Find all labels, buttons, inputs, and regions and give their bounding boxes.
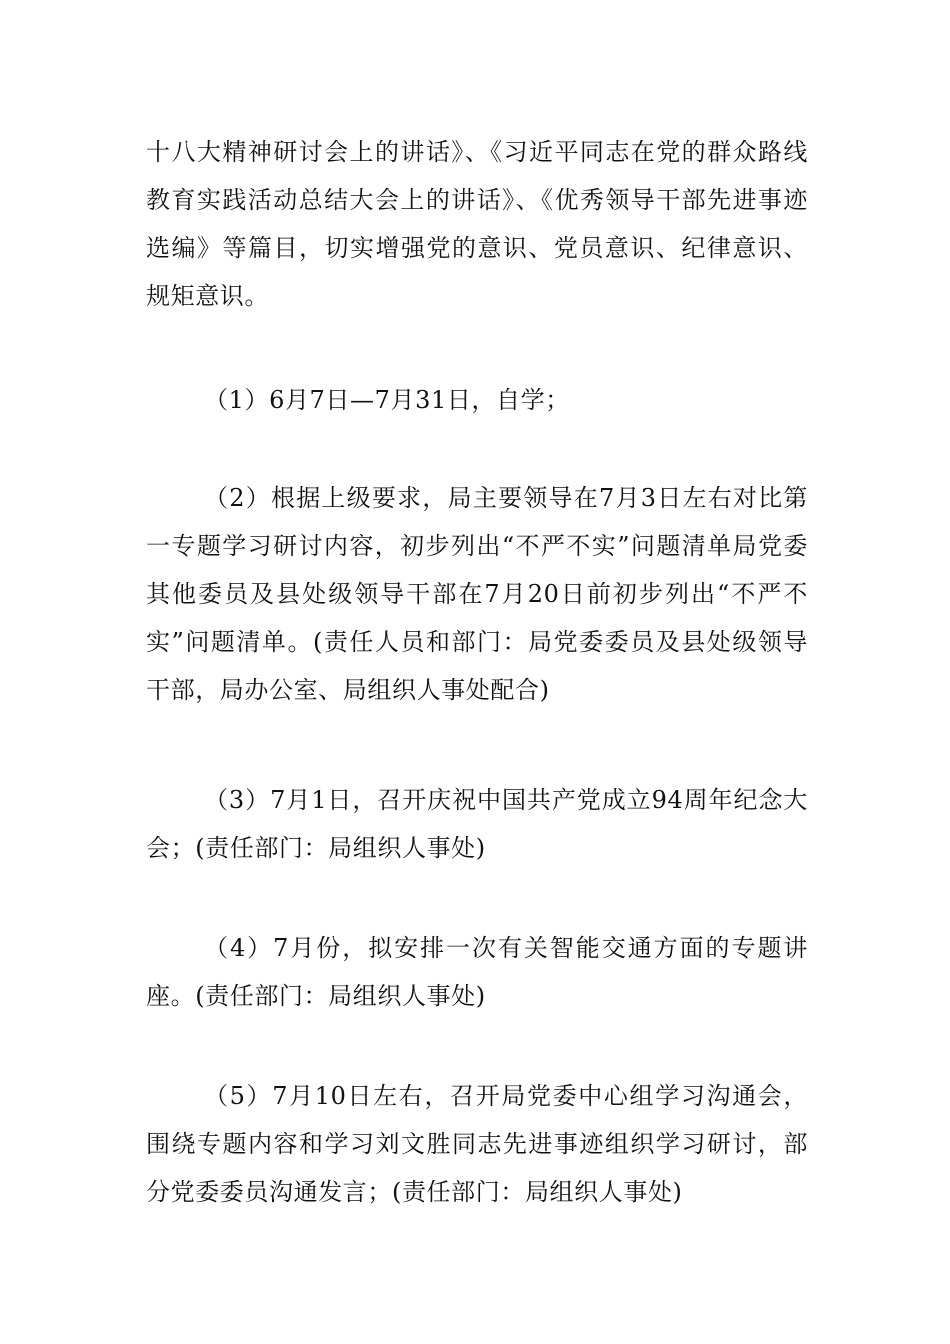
paragraph-item-5: （5）7月10日左右，召开局党委中心组学习沟通会，围绕专题内容和学习刘文胜同志先进事迹组织学习研讨，部分党委委员沟通发言；(责任部门：局组织人事处) xyxy=(146,1082,808,1206)
paragraph-item-1: （1）6月7日—7月31日，自学； xyxy=(204,386,570,414)
paragraph-study-materials: 十八大精神研讨会上的讲话》、《习近平同志在党的群众路线教育实践活动总结大会上的讲话》、《优秀领导干部先进事迹选编》等篇目，切实增强党的意识、党员意识、纪律意识、规矩意识。 xyxy=(146,138,808,310)
paragraph-item-4: （4）7月份，拟安排一次有关智能交通方面的专题讲座。(责任部门：局组织人事处) xyxy=(146,934,808,1010)
paragraph-item-3: （3）7月1日，召开庆祝中国共产党成立94周年纪念大会；(责任部门：局组织人事处) xyxy=(146,786,808,862)
paragraph-item-2: （2）根据上级要求，局主要领导在7月3日左右对比第一专题学习研讨内容，初步列出“不严不实”问题清单局党委其他委员及县处级领导干部在7月20日前初步列出“不严不实”问题清单。(责任人员和部门：局党委委员及县处级领导干部，局办公室、局组织人事处配合) xyxy=(146,484,808,704)
